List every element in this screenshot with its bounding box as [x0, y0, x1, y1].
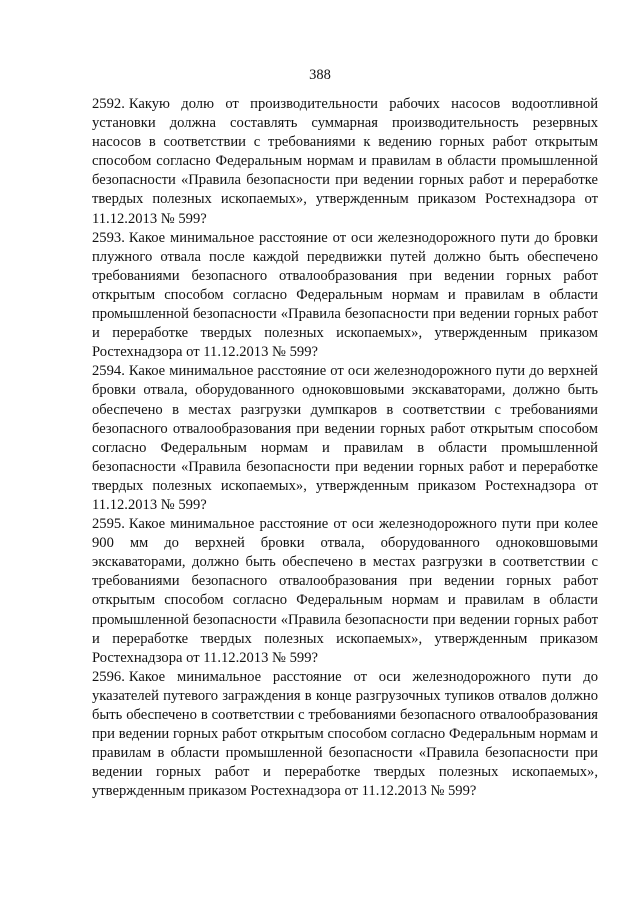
question-text: Какое минимальное расстояние от оси железнодорожного пути до бровки плужного отвала после каждой передвижки путей должно быть обеспечено требованиями безопасного отвалообразования при ведении горных работ открытым способом согласно Федеральным нормам и правилам в области промышленной безопасности «Правила безопасности при ведении горных работ и переработке твердых полезных ископаемых», утвержденным приказом Ростехнадзора от 11.12.2013 № 599?	[92, 229, 598, 361]
question-2594	[92, 362, 598, 515]
question-text: Какое минимальное расстояние от оси железнодорожного пути при колее 900 мм до верхней бровки отвала, оборудованного одноковшовыми экскаваторами, должно быть обеспечено в местах разгрузки в соответствии с требованиями безопасного отвалообразования при ведении горных работ открытым способом согласно Федеральным нормам и правилам в области промышленной безопасности «Правила безопасности при ведении горных работ и переработке твердых полезных ископаемых», утвержденным приказом Ростехнадзора от 11.12.2013 № 599?	[92, 516, 598, 666]
question-2595	[92, 515, 598, 668]
questions-list	[92, 95, 598, 801]
question-2592	[92, 95, 598, 229]
question-number: 2592.	[92, 96, 125, 112]
question-2593	[92, 229, 598, 363]
question-number: 2593.	[92, 229, 125, 246]
question-2596	[92, 668, 598, 802]
question-text: Какое минимальное расстояние от оси железнодорожного пути до указателей путевого заграждения в конце разгрузочных тупиков отвалов должно быть обеспечено в соответствии с требованиями безопасного отвалообразования при ведении горных работ открытым способом согласно Федеральным нормам и правилам в области промышленной безопасности «Правила безопасности при ведении горных работ и переработке твердых полезных ископаемых», утвержденным приказом Ростехнадзора от 11.12.2013 № 599?	[92, 668, 598, 800]
question-text: Какую долю от производительности рабочих насосов водоотливной установки должна составлять суммарная производительность резервных насосов в соответствии с требованиями к ведению горных работ открытым способом согласно Федеральным нормам и правилам в области промышленной безопасности «Правила безопасности при ведении горных работ и переработке твердых полезных ископаемых», утвержденным приказом Ростехнадзора от 11.12.2013 № 599?	[92, 96, 598, 227]
page-number: 388	[309, 67, 331, 83]
question-text: Какое минимальное расстояние от оси железнодорожного пути до верхней бровки отвала, оборудованного одноковшовыми экскаваторами, должно быть обеспечено в местах разгрузки думпкаров в соответствии с требованиями безопасного отвалообразования при ведении горных работ открытым способом согласно Федеральным нормам и правилам в области промышленной безопасности «Правила безопасности при ведении горных работ и переработке твердых полезных ископаемых», утвержденным приказом Ростехнадзора от 11.12.2013 № 599?	[92, 363, 598, 513]
question-number: 2594.	[92, 363, 125, 380]
question-number: 2595.	[92, 516, 125, 533]
question-number: 2596.	[92, 668, 125, 685]
